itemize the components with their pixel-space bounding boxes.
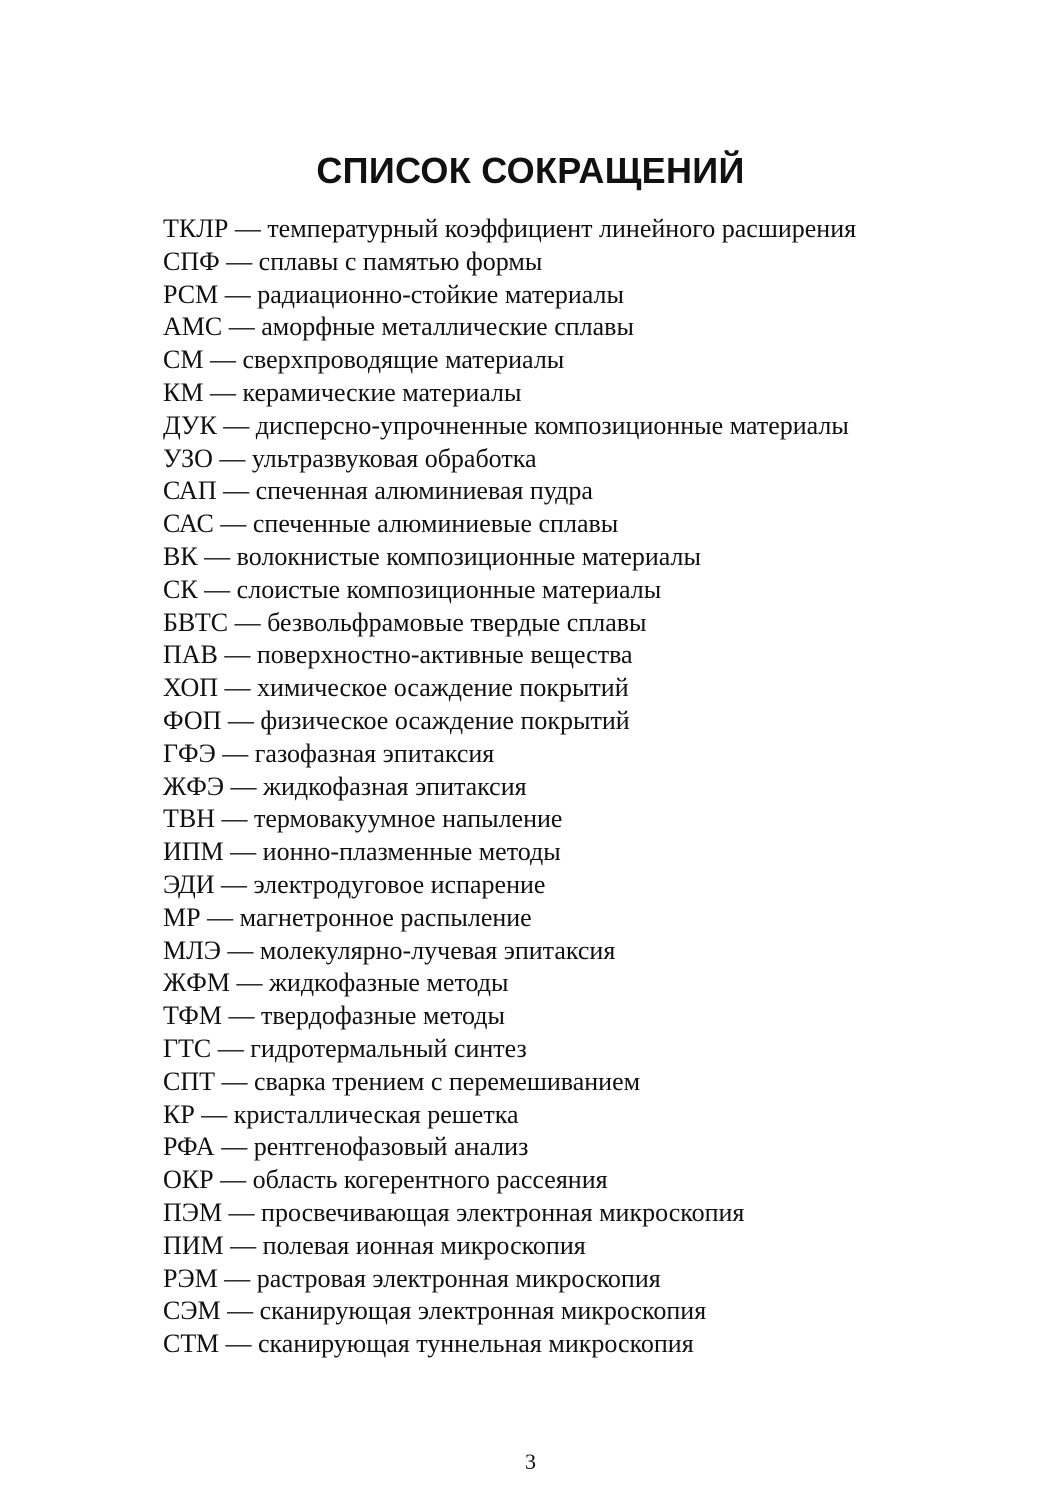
list-item: ПАВ — поверхностно-активные вещества bbox=[163, 640, 633, 670]
list-item: УЗО — ультразвуковая обработка bbox=[163, 443, 537, 473]
list-item: ЭДИ — электродуговое испарение bbox=[163, 869, 546, 899]
list-item: РФА — рентгенофазовый анализ bbox=[163, 1132, 529, 1162]
list-item: РСМ — радиационно-стойкие материалы bbox=[163, 279, 625, 309]
list-item: ЖФМ — жидкофазные методы bbox=[163, 968, 509, 998]
list-item: САП — спеченная алюминиевая пудра bbox=[163, 476, 593, 506]
list-item: СК — слоистые композиционные материалы bbox=[163, 574, 662, 604]
list-item: БВТС — безвольфрамовые твердые сплавы bbox=[163, 607, 647, 637]
list-item: КМ — керамические материалы bbox=[163, 377, 522, 407]
list-item: ФОП — физическое осаждение покрытий bbox=[163, 705, 630, 735]
list-item: ОКР — область когерентного рассеяния bbox=[163, 1165, 608, 1195]
list-item: ГТС — гидротермальный синтез bbox=[163, 1033, 527, 1063]
list-item: РЭМ — растровая электронная микроскопия bbox=[163, 1263, 661, 1293]
list-item: ТКЛР — температурный коэффициент линейного расширения bbox=[163, 214, 857, 243]
abbreviation-list bbox=[163, 213, 856, 1361]
list-item: КР — кристаллическая решетка bbox=[163, 1099, 519, 1129]
list-item: ПИМ — полевая ионная микроскопия bbox=[163, 1230, 586, 1260]
list-item: ГФЭ — газофазная эпитаксия bbox=[163, 738, 495, 768]
list-item: ТФМ — твердофазные методы bbox=[163, 1001, 505, 1031]
list-item: ЖФЭ — жидкофазная эпитаксия bbox=[163, 771, 527, 801]
list-item: СТМ — сканирующая туннельная микроскопия bbox=[163, 1329, 694, 1359]
list-item: СЭМ — сканирующая электронная микроскопия bbox=[163, 1296, 707, 1326]
list-item: МР — магнетронное распыление bbox=[163, 902, 532, 932]
list-item: СПФ — сплавы с памятью формы bbox=[163, 246, 543, 276]
list-item: СМ — сверхпроводящие материалы bbox=[163, 345, 565, 375]
list-item: ДУК — дисперсно-упрочненные композиционные материалы bbox=[163, 410, 849, 440]
list-item: САС — спеченные алюминиевые сплавы bbox=[163, 509, 619, 539]
list-item: ПЭМ — просвечивающая электронная микроскопия bbox=[163, 1197, 745, 1227]
list-item: ИПМ — ионно-плазменные методы bbox=[163, 837, 561, 867]
list-item: МЛЭ — молекулярно-лучевая эпитаксия bbox=[163, 935, 616, 965]
list-item: ХОП — химическое осаждение покрытий bbox=[163, 673, 629, 703]
list-item: АМС — аморфные металлические сплавы bbox=[163, 312, 634, 342]
list-item: ТВН — термовакуумное напыление bbox=[163, 804, 563, 834]
list-item: ВК — волокнистые композиционные материалы bbox=[163, 541, 701, 571]
page-title: СПИСОК СОКРАЩЕНИЙ bbox=[316, 150, 745, 191]
page-number: 3 bbox=[525, 1449, 536, 1474]
list-item: СПТ — сварка трением с перемешиванием bbox=[163, 1066, 641, 1096]
